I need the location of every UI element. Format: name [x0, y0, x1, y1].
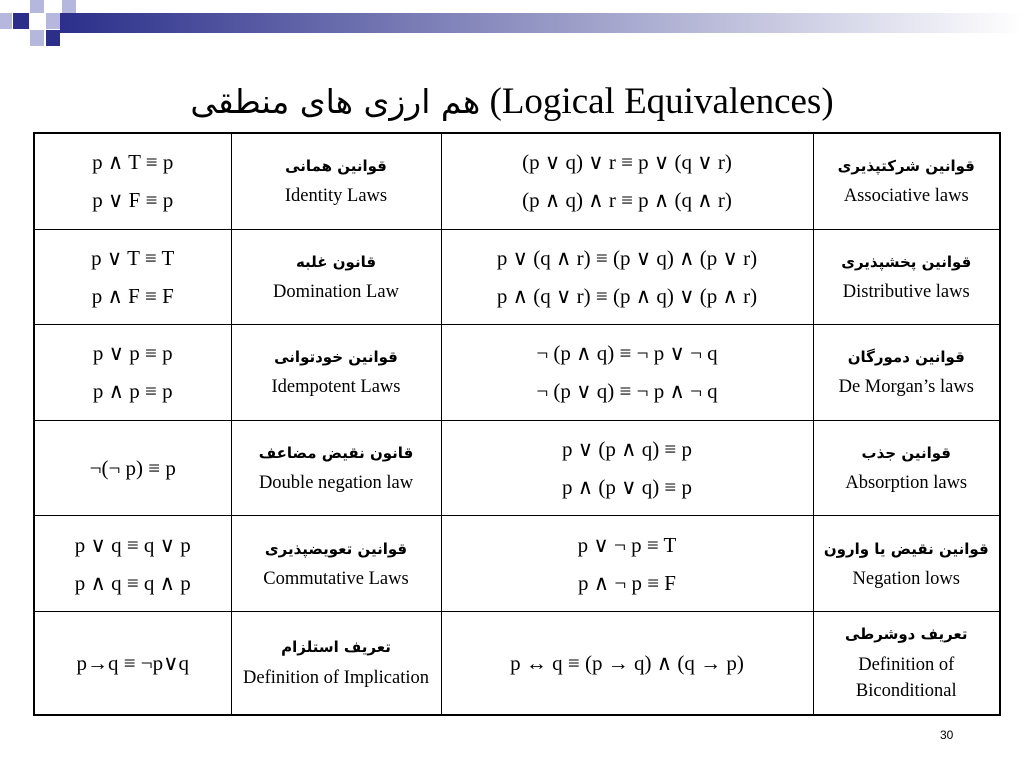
right-law-name-cell [813, 420, 1000, 516]
right-formula-cell [441, 420, 813, 516]
law-name-english: De Morgan’s laws [838, 377, 974, 398]
formula: p ↔ q ≡ (p → q) ∧ (q → p) [510, 650, 744, 675]
title-persian: هم ارزی های منطقی [190, 82, 481, 121]
formula: (p ∧ q) ∧ r ≡ p ∧ (q ∧ r) [522, 188, 732, 213]
law-name-persian: قوانین دمورگان [847, 348, 965, 367]
formula: p ∧ ¬ p ≡ F [578, 570, 676, 595]
slide-number: 30 [940, 728, 954, 742]
right-formula-cell [441, 133, 813, 229]
right-law-name-cell [813, 133, 1000, 229]
law-name-english: Commutative Laws [263, 568, 409, 589]
formula: p ∨ F ≡ p [92, 188, 174, 213]
law-name-persian: قوانین جذب [861, 444, 951, 463]
law-row [34, 420, 1000, 516]
law-row [34, 516, 1000, 612]
law-name-persian: قوانین همانی [285, 157, 387, 176]
law-name-persian: تعریف دوشرطی [844, 624, 968, 643]
law-name-persian: قوانین پخشپذیری [841, 252, 972, 271]
law-name-english: Domination Law [273, 281, 399, 302]
title-english: (Logical Equivalences) [489, 81, 834, 122]
right-law-name-cell [813, 325, 1000, 421]
right-formula-cell [441, 611, 813, 715]
deco-square [30, 0, 44, 13]
law-name-english: Absorption laws [845, 473, 968, 494]
law-name-english: Identity Laws [284, 186, 388, 207]
law-name-persian: قوانین تعویضپذیری [264, 539, 408, 558]
formula: ¬ (p ∨ q) ≡ ¬ p ∧ ¬ q [536, 379, 718, 404]
header-gradient-bar [60, 13, 1024, 33]
formula: ¬ (p ∧ q) ≡ ¬ p ∨ ¬ q [536, 341, 718, 366]
left-formula-cell [34, 420, 231, 516]
deco-square [46, 30, 60, 46]
left-law-name-cell [231, 420, 441, 516]
right-formula-cell [441, 516, 813, 612]
left-formula-cell [34, 611, 231, 715]
law-name-english: Negation lows [852, 568, 960, 589]
right-formula-cell [441, 229, 813, 325]
right-law-name-cell [813, 611, 1000, 715]
formula: p ∧ T ≡ p [92, 150, 174, 175]
deco-square [13, 13, 29, 29]
formula: p ∨ (q ∧ r) ≡ (p ∨ q) ∧ (p ∨ r) [496, 245, 758, 270]
law-name-english: Associative laws [843, 186, 969, 207]
equivalence-table [33, 132, 1001, 716]
formula: ¬(¬ p) ≡ p [89, 456, 176, 481]
formula: p ∧ p ≡ p [92, 379, 173, 404]
law-row [34, 133, 1000, 229]
left-formula-cell [34, 229, 231, 325]
formula: p→q ≡ ¬p∨q [76, 650, 190, 675]
law-name-persian: قانون غلبه [295, 252, 377, 271]
law-name-english: Definition of Biconditional [855, 654, 957, 701]
formula: p ∨ p ≡ p [92, 341, 173, 366]
left-formula-cell [34, 133, 231, 229]
law-name-persian: قوانین شرکتپذیری [837, 157, 975, 176]
left-law-name-cell [231, 325, 441, 421]
deco-square [0, 13, 12, 29]
right-law-name-cell [813, 229, 1000, 325]
formula: (p ∨ q) ∨ r ≡ p ∨ (q ∨ r) [522, 150, 732, 175]
formula: p ∧ (q ∨ r) ≡ (p ∧ q) ∨ (p ∧ r) [496, 283, 758, 308]
law-name-persian: قوانین نقیض یا وارون [823, 539, 989, 558]
left-law-name-cell [231, 229, 441, 325]
right-formula-cell [441, 325, 813, 421]
deco-square [46, 13, 60, 29]
left-formula-cell [34, 516, 231, 612]
law-name-persian: قوانین خودتوانی [274, 348, 398, 367]
law-row [34, 229, 1000, 325]
law-name-persian: تعریف استلزام [281, 637, 391, 656]
law-name-english: Double negation law [258, 473, 414, 494]
law-name-english: Distributive laws [842, 281, 970, 302]
right-law-name-cell [813, 516, 1000, 612]
formula: p ∨ T ≡ T [91, 245, 175, 270]
deco-square [30, 30, 44, 46]
left-formula-cell [34, 325, 231, 421]
formula: p ∨ ¬ p ≡ T [577, 532, 677, 557]
slide-title [0, 74, 1024, 130]
law-row [34, 325, 1000, 421]
left-law-name-cell [231, 611, 441, 715]
left-law-name-cell [231, 516, 441, 612]
formula: p ∧ (p ∨ q) ≡ p [561, 475, 693, 500]
deco-square [62, 0, 76, 13]
corner-decoration [0, 0, 1024, 60]
formula: p ∨ (p ∧ q) ≡ p [561, 437, 693, 462]
law-name-english: Idempotent Laws [271, 377, 401, 398]
formula: p ∧ F ≡ F [91, 283, 174, 308]
formula: p ∨ q ≡ q ∨ p [74, 532, 191, 557]
law-name-english: Definition of Implication [243, 667, 429, 688]
law-row [34, 611, 1000, 715]
left-law-name-cell [231, 133, 441, 229]
formula: p ∧ q ≡ q ∧ p [74, 570, 191, 595]
law-name-persian: قانون نقیض مضاعف [258, 444, 414, 463]
